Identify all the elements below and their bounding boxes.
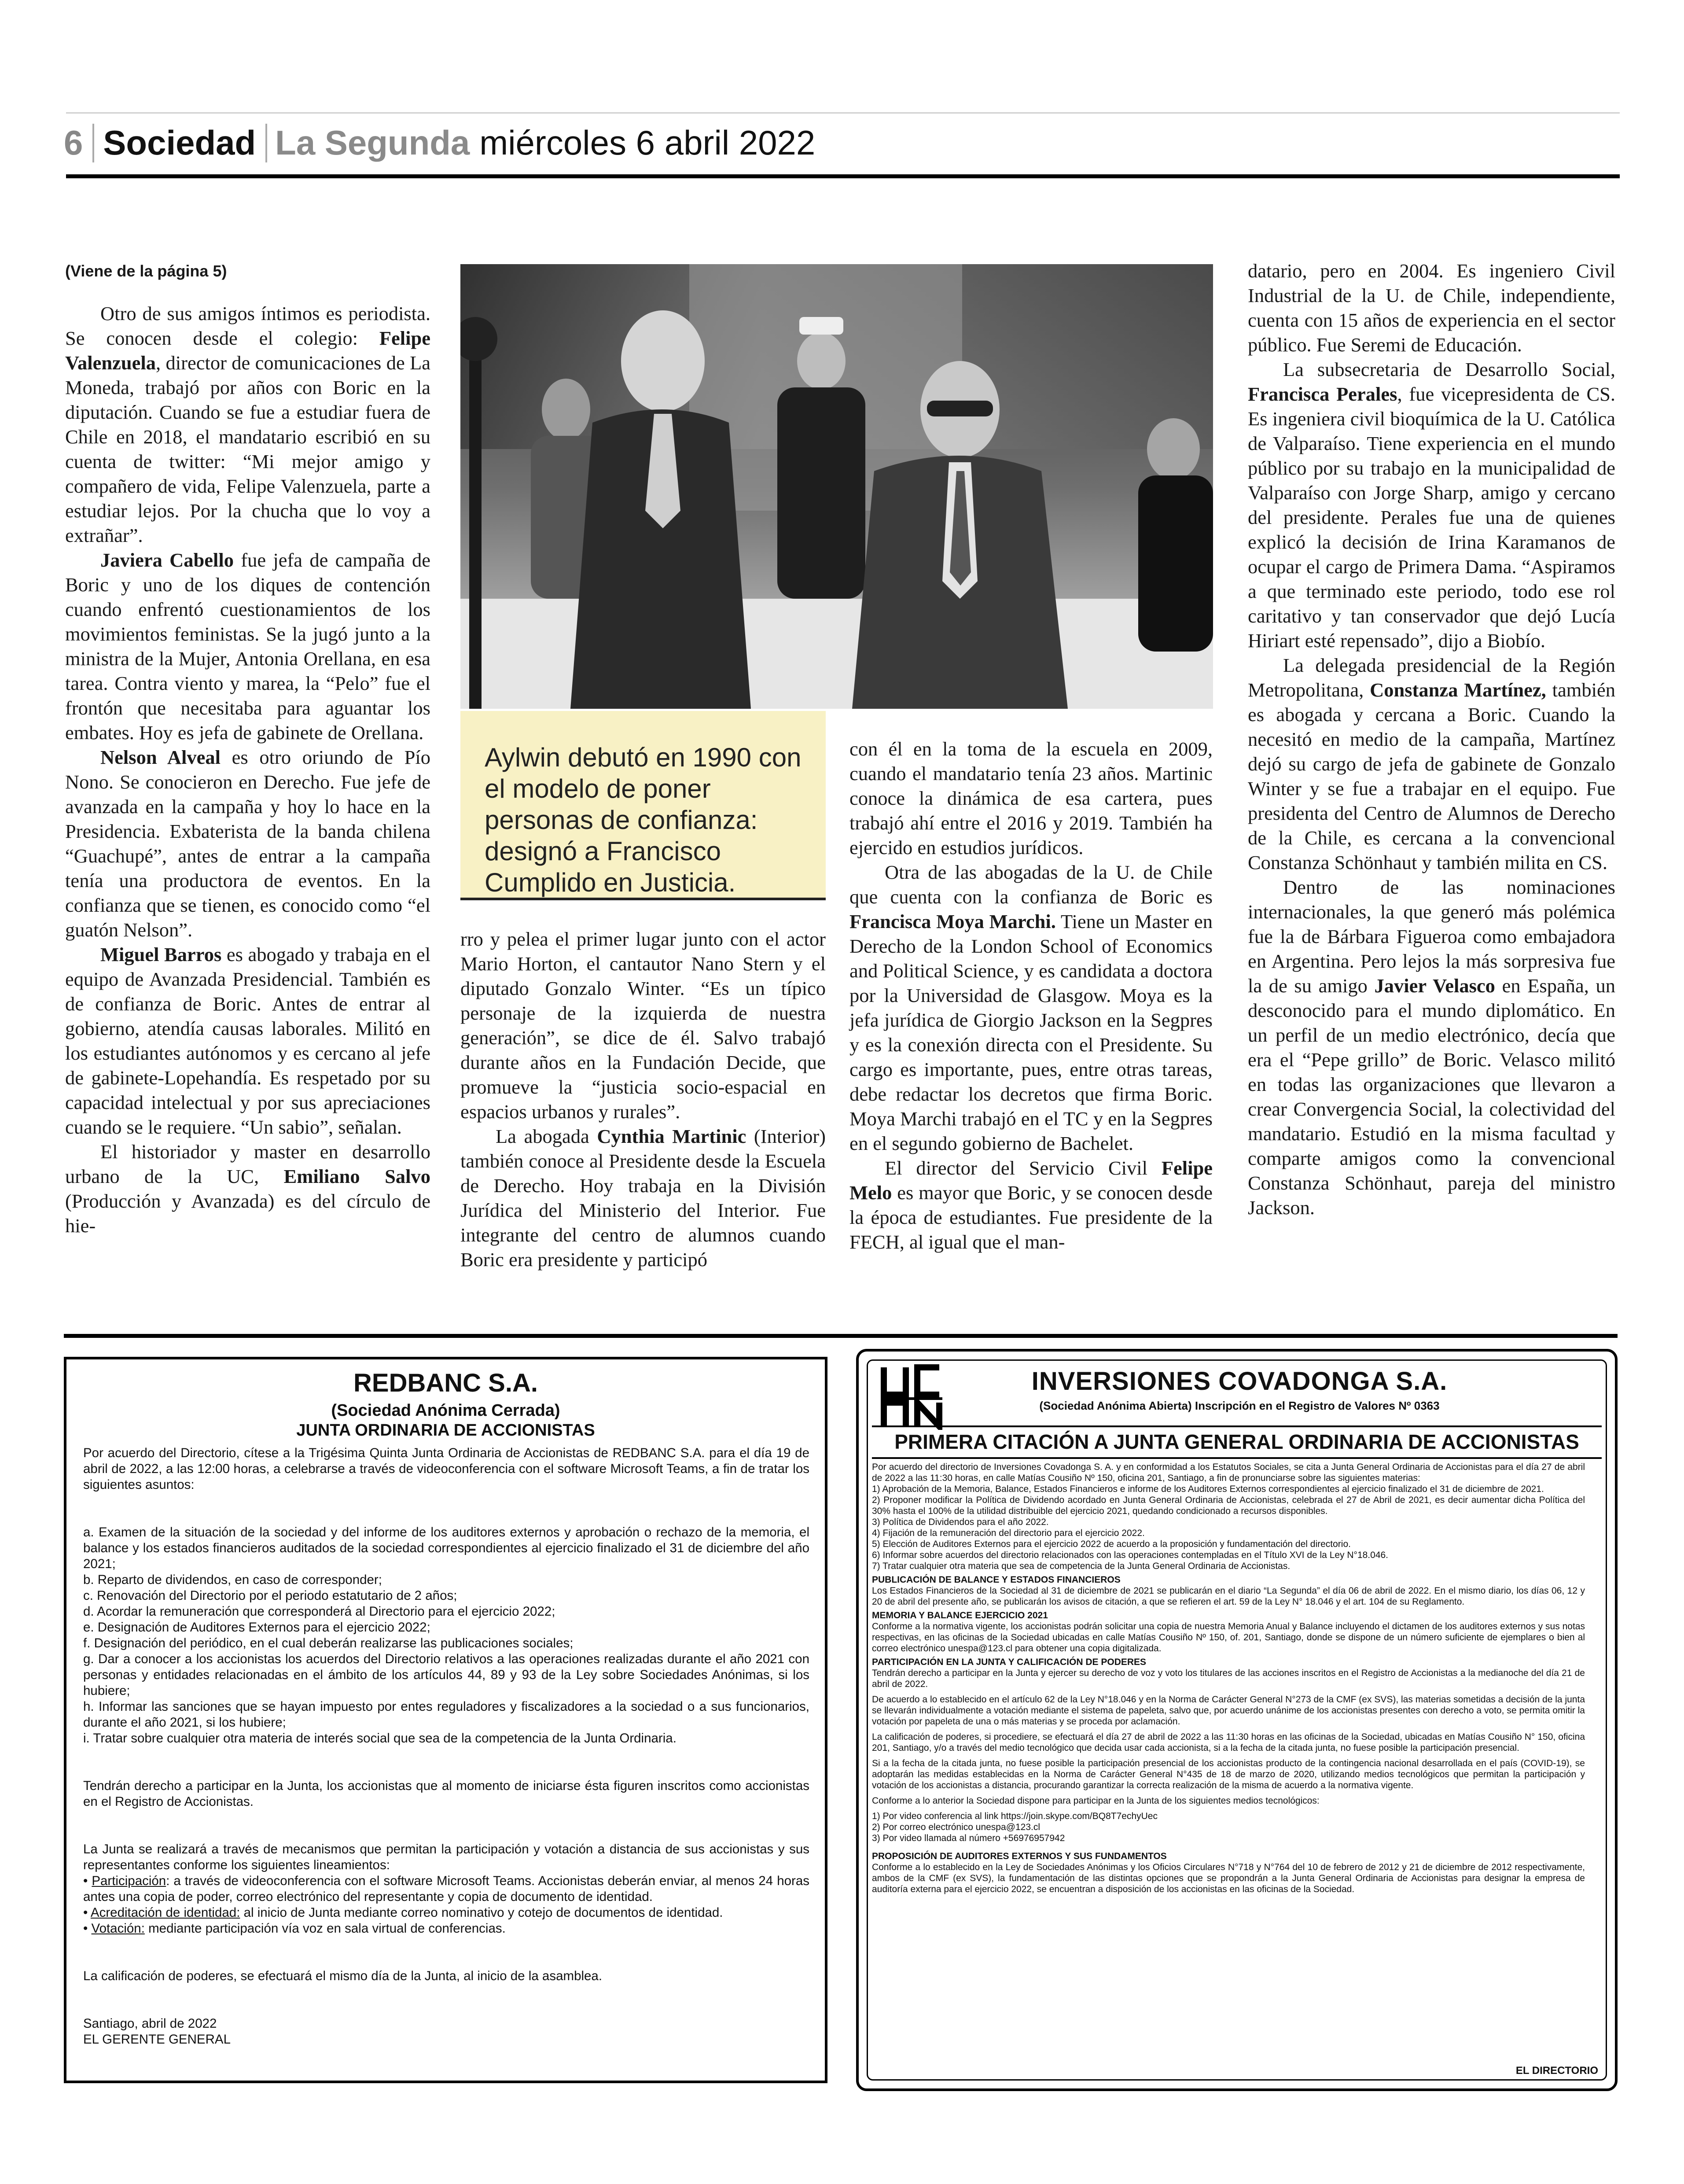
photo-illustration	[460, 264, 1213, 709]
person-name: Constanza Martínez,	[1370, 679, 1546, 701]
article-paragraph	[65, 301, 430, 548]
section-name: Sociedad	[103, 123, 256, 162]
paragraph-text: La delegada presidencial de la Región Metropolitana,	[1248, 654, 1615, 701]
ad-redbanc-powers: La calificación de poderes, se efectuará el mismo día de la Junta, al inicio de la asamblea.	[83, 1969, 603, 1983]
paragraph-text: datario, pero en 2004. Es ingeniero Civil Industrial de la U. de Chile, independiente, cuenta con 15 años de experiencia en el sector público. Fue Seremi de Educación.	[1248, 260, 1615, 356]
spacer	[83, 1810, 809, 1841]
agenda-item: 6) Informar sobre acuerdos del directorio relacionados con las operaciones contempladas en el Título XVI de la Ley N°18.046.	[872, 1550, 1389, 1560]
spacer	[83, 1984, 809, 2016]
article-paragraph	[1248, 357, 1615, 653]
section-paragraph: Los Estados Financieros de la Sociedad al 31 de diciembre de 2021 se publicarán en el diario “La Segunda” el día 06 de abril de 2022. En el mismo diario, los días 06, 12 y 20 de abril del presente año, se publicarán los avisos de citación, a que se refieren el art. 59 de la Ley N° 18.046 y el art. 104 de su Reglamento.	[872, 1586, 1585, 1607]
ad-redbanc-subtitle: (Sociedad Anónima Cerrada)	[331, 1401, 560, 1420]
ad-covadonga-means	[872, 1806, 1585, 1844]
paragraph-text: fue jefa de campaña de Boric y uno de los diques de contención cuando enfrentó cuestionamientos de los movimientos feministas. Se la jugó junto a la ministra de la Mujer, Antonia Orellana, en esa tarea. Contra viento y marea, la “Pelo” fue el frontón que necesitaba para aguantar los embates. Hoy es jefa de gabinete de Orellana.	[65, 549, 430, 744]
section-paragraph: Si a la fecha de la citada junta, no fuese posible la participación presencial de los accionistas producto de la contingencia nacional desarrollada en el país (COVID-19), se adoptarán las medidas establecidas en la Norma de Carácter General N°435 de 18 de marzo de 2020, utilizando medios tecnológicos que permitan la participación y votación de los accionistas a distancia, procurando garantizar la correcta realización de la misma de acuerdo a la normativa vigente.	[872, 1758, 1585, 1790]
issue-date: miércoles 6 abril 2022	[479, 123, 816, 162]
bullet-label: Votación:	[91, 1921, 145, 1936]
agenda-item: 2) Proponer modificar la Política de Dividendo acordado en Junta General Ordinaria de Accionistas, celebrada el 27 de Abril de 2021, es decir aumentar dicha Política del 30% hasta el 100% de la utilidad distribuible del ejercicio 2021, quedando condicionado a recursos disponibles.	[872, 1495, 1585, 1516]
section-paragraph: De acuerdo a lo establecido en el artículo 62 de la Ley N°18.046 y en la Norma de Carácter General N°273 de la CMF (ex SVS), las materias sometidas a decisión de la junta se llevarán individualmente a votación mediante el sistema de papeleta, salvo que, por acuerdo unánime de los accionistas presentes con derecho a voto, se permita omitir la votación por papeleta de una o más materias y se proceda por aclamación.	[872, 1694, 1585, 1727]
section-paragraph: Tendrán derecho a participar en la Junta y ejercer su derecho de voz y voto los titulares de las acciones inscritos en el Registro de Accionistas a la medianoche del día 21 de abril de 2022.	[872, 1668, 1585, 1689]
article-column-3	[849, 737, 1213, 1254]
ad-covadonga-subtitle: (Sociedad Anónima Abierta) Inscripción en el Registro de Valores Nº 0363	[1039, 1399, 1440, 1412]
ad-redbanc-items	[83, 1525, 809, 1746]
article-paragraph	[849, 737, 1213, 860]
agenda-item: h. Informar las sanciones que se hayan impuesto por entes reguladores y fiscalizadores a la sociedad o a sus funcionarios, durante el año 2021, si los hubiere;	[83, 1699, 809, 1730]
section-heading: PARTICIPACIÓN EN LA JUNTA Y CALIFICACIÓN DE PODERES	[872, 1657, 1147, 1667]
spacer	[872, 1791, 1585, 1795]
person-name: Cynthia Martinic	[597, 1125, 746, 1147]
agenda-item: 4) Fijación de la remuneración del directorio para el ejercicio 2022.	[872, 1528, 1145, 1538]
person-name: Nelson Alveal	[100, 746, 221, 768]
section-heading: PUBLICACIÓN DE BALANCE Y ESTADOS FINANCIEROS	[872, 1575, 1121, 1585]
bullet-text: al inicio de Junta mediante correo nominativo y cotejo de documentos de identidad.	[240, 1905, 723, 1920]
ad-covadonga-auditors-text: Conforme a lo establecido en la Ley de Sociedades Anónimas y los Oficios Circulares N°718 y N°764 del 10 de febrero de 2012 y 21 de diciembre de 2012 respectivamente, ambos de la CMF (ex SVS), la fundamentación de las distintas opciones que se propondrán a la Junta General Ordinaria de Accionistas para designar la empresa de auditoría externa para el ejercicio 2022, se encuentran a disposición de los accionistas en las oficinas de la Sociedad.	[872, 1862, 1585, 1894]
bullet-item: • Votación: mediante participación vía voz en sala virtual de conferencias.	[83, 1921, 506, 1936]
section-paragraph: Conforme a la normativa vigente, los accionistas podrán solicitar una copia de nuestra Memoria Anual y Balance incluyendo el dictamen de los auditores externos y sus notas respectivas, en las oficinas de la Sociedad ubicadas en calle Matías Cousiño Nº 150, of. 201, Santiago, donde se dispone de un número suficiente de ejemplares o bien al correo electrónico unespa@123.cl para obtener una copia digitalizada.	[872, 1621, 1585, 1654]
ad-redbanc-bullets	[83, 1873, 809, 1937]
bullet-item: • Participación: a través de videoconferencia con el software Microsoft Teams. Accionistas deberán enviar, al menos 24 horas antes una copia de poder, correo electrónico del representante y copia de documento de identidad.	[83, 1874, 809, 1904]
paragraph-text: El historiador y master en desarrollo urbano de la UC,	[65, 1141, 430, 1187]
spacer	[872, 1806, 1585, 1811]
person-name: Javier Velasco	[1374, 975, 1495, 997]
bullet-text: : a través de videoconferencia con el software Microsoft Teams. Accionistas deberán enviar, al menos 24 horas antes una copia de poder, correo electrónico del representante y copia de documento de identidad.	[83, 1874, 809, 1904]
section-paragraph: Conforme a lo anterior la Sociedad dispone para participar en la Junta de los siguientes medios tecnológicos:	[872, 1796, 1320, 1806]
paragraph-text: rro y pelea el primer lugar junto con el actor Mario Horton, el cantautor Nano Stern y el diputado Gonzalo Winter. “Es un típico personaje de la izquierda de nuestra generación”, se dice de él. Salvo trabajó durante años en la Fundación Decide, que promueve la “justicia socio-espacial en espacios urbanos y rurales”.	[460, 928, 826, 1123]
ad-redbanc-heading: JUNTA ORDINARIA DE ACCIONISTAS	[296, 1421, 595, 1440]
article-column-4	[1248, 258, 1615, 1220]
paragraph-text: también es abogada y cercana a Boric. Cuando la necesitó en medio de la campaña, Martínez dejó su cargo de jefa de gabinete de Gonzalo Winter y se fue a trabajar en el equipo. Fue presidenta del Centro de Alumnos de Derecho de la Chile, es cercana a la convencional Constanza Schönhaut y también milita en CS.	[1248, 679, 1615, 873]
spacer	[872, 1727, 1585, 1731]
paragraph-text: con él en la toma de la escuela en 2009, cuando el mandatario tenía 23 años. Martinic conoce la dinámica de esa cartera, pues trabajó ahí entre el 2016 y 2019. También ha ejercido en estudios jurídicos.	[849, 738, 1213, 858]
agenda-item: i. Tratar sobre cualquier otra materia de interés social que sea de la competencia de la Junta Ordinaria.	[83, 1731, 677, 1746]
section-paragraph: La calificación de poderes, si procediere, se efectuará el día 27 de abril de 2022 a las 11:30 horas en las oficinas de la Sociedad, ubicadas en Matías Cousiño N° 150, oficina 201, Santiago, y/o a través del medio tecnológico que decida usar cada accionista, si a la fecha de la citada junta, no fuese posible la participación presencial.	[872, 1732, 1585, 1753]
spacer	[872, 1753, 1585, 1758]
spacer	[83, 1493, 809, 1525]
ad-covadonga-title: INVERSIONES COVADONGA S.A.	[1031, 1367, 1448, 1396]
continued-from: (Viene de la página 5)	[65, 262, 227, 280]
photo-caption: Aylwin debutó en 1990 con el modelo de poner personas de confianza: designó a Francisco Cumplido en Justicia.	[460, 711, 826, 900]
ad-redbanc-body	[83, 1445, 809, 2048]
paragraph-text: , director de comunicaciones de La Moneda, trabajó por años con Boric en la diputación. Cuando se fue a estudiar fuera de Chile en 2018, el mandatario escribió en su cuenta de twitter: “Mi mejor amigo y compañero de vida, Felipe Valenzuela, parte a estudiar lejos. Por la chucha que lo voy a extrañar”.	[65, 352, 430, 546]
ad-redbanc-remote: La Junta se realizará a través de mecanismos que permitan la participación y votación a distancia de sus accionistas y sus representantes conforme los siguientes lineamientos:	[83, 1842, 809, 1872]
agenda-item: e. Designación de Auditores Externos para el ejercicio 2022;	[83, 1620, 430, 1635]
article-paragraph	[1248, 653, 1615, 875]
spacer	[83, 1937, 809, 1968]
ad-covadonga-items	[872, 1484, 1585, 1572]
bullet-item: • Acreditación de identidad: al inicio de Junta mediante correo nominativo y cotejo de documentos de identidad.	[83, 1905, 723, 1920]
article-photo	[460, 264, 1213, 709]
ad-covadonga-sections	[872, 1574, 1585, 1806]
paragraph-text: Otra de las abogadas de la U. de Chile que cuenta con la confianza de Boric es	[849, 861, 1213, 908]
article-paragraph	[460, 1124, 826, 1272]
paragraph-text: La abogada	[496, 1125, 597, 1147]
person-name: Felipe Valenzuela	[65, 327, 430, 374]
paragraph-text: es abogado y trabaja en el equipo de Avanzada Presidencial. También es de confianza de Boric. Antes de entrar al gobierno, atendía causas laborales. Militó en los estudiantes autónomos y es cercano al jefe de gabinete-Lopehandía. Es respetado por su capacidad intelectual y por sus apreciaciones cuando se le requiere. “Un sabio”, señalan.	[65, 943, 430, 1138]
ad-redbanc-title: REDBANC S.A.	[353, 1369, 538, 1397]
article-paragraph	[849, 860, 1213, 1156]
article-paragraph	[1248, 875, 1615, 1220]
header-divider	[92, 124, 94, 162]
page-number: 6	[64, 123, 83, 162]
section-heading: MEMORIA Y BALANCE EJERCICIO 2021	[872, 1610, 1048, 1621]
bullet-label: Participación	[92, 1874, 166, 1888]
covadonga-logo-icon	[879, 1364, 945, 1430]
paragraph-text: (Interior) también conoce al Presidente desde la Escuela de Derecho. Hoy trabaja en la División Jurídica del Ministerio del Interior. Fue integrante del centro de alumnos cuando Boric era presidente y participó	[460, 1125, 826, 1271]
bullet-label: Acreditación de identidad:	[90, 1905, 240, 1920]
agenda-item: 5) Elección de Auditores Externos para el ejercicio 2022 de acuerdo a la proposición y fundamentación del directorio.	[872, 1539, 1351, 1549]
agenda-item: 7) Tratar cualquier otra materia que sea de competencia de la Junta General Ordinaria de Accionistas.	[872, 1561, 1291, 1571]
paragraph-text: Otro de sus amigos íntimos es periodista. Se conocen desde el colegio:	[65, 302, 430, 349]
agenda-item: a. Examen de la situación de la sociedad y del informe de los auditores externos y aprobación o rechazo de la memoria, el balance y los estados financieros auditados de la sociedad correspondientes al ejercicio finalizado el 31 de diciembre del año 2021;	[83, 1525, 809, 1571]
agenda-item: b. Reparto de dividendos, en caso de corresponder;	[83, 1573, 382, 1587]
paragraph-text: es mayor que Boric, y se conocen desde la época de estudiantes. Fue presidente de la FECH, al igual que el man-	[849, 1182, 1213, 1253]
agenda-item: g. Dar a conocer a los accionistas los acuerdos del Directorio relativos a las operaciones realizadas durante el año 2021 con personas y entidades relacionadas en el ámbito de los artículos 44, 89 y 93 de la Ley sobre Sociedades Anónimas, si los hubiere;	[83, 1652, 809, 1698]
ad-covadonga-intro: Por acuerdo del directorio de Inversiones Covadonga S. A. y en conformidad a los Estatutos Sociales, se cita a Junta General Ordinaria de Accionistas para el día 27 de abril de 2022 a las 11:30 horas, en calle Matías Cousiño Nº 150, oficina 201, Santiago, a fin de pronunciarse sobre las siguientes materias:	[872, 1462, 1585, 1483]
ads-divider-rule	[64, 1334, 1618, 1338]
rule	[872, 1425, 1602, 1427]
ad-redbanc-place-date: Santiago, abril de 2022	[83, 2016, 217, 2031]
article-column-1	[65, 259, 430, 1238]
agenda-item: d. Acordar la remuneración que corresponderá al Directorio para el ejercicio 2022;	[83, 1604, 555, 1619]
agenda-item: 1) Aprobación de la Memoria, Balance, Estados Financieros e informe de los Auditores Externos correspondientes al ejercicio finalizado el 31 de diciembre de 2021.	[872, 1484, 1544, 1494]
ad-covadonga-signature: EL DIRECTORIO	[1515, 2065, 1598, 2077]
agenda-item: c. Renovación del Directorio por el periodo estatutario de 2 años;	[83, 1588, 457, 1603]
article-paragraph	[849, 1156, 1213, 1254]
paragraph-text: El director del Servicio Civil	[885, 1157, 1162, 1179]
agenda-item: 3) Política de Dividendos para el año 2022.	[872, 1517, 1049, 1527]
ad-covadonga	[856, 1349, 1618, 2091]
ad-redbanc	[64, 1357, 827, 2083]
participation-means: 3) Por video llamada al número +56976957942	[872, 1833, 1065, 1843]
person-name: Francisca Perales	[1248, 383, 1397, 405]
person-name: Francisca Moya Marchi.	[849, 910, 1056, 932]
person-name: Javiera Cabello	[100, 549, 234, 571]
header-divider	[265, 124, 267, 162]
ad-redbanc-intro: Por acuerdo del Directorio, cítese a la Trigésima Quinta Junta Ordinaria de Accionistas de REDBANC S.A. para el día 19 de abril de 2022, a las 12:00 horas, a celebrarse a través de videoconferencia con el software Microsoft Teams, a fin de tratar los siguientes asuntos:	[83, 1446, 809, 1492]
agenda-item: f. Designación del periódico, en el cual deberán realizarse las publicaciones sociales;	[83, 1636, 574, 1650]
paragraph-text: en España, un desconocido para el mundo diplomático. En un perfil de un medio electrónico, decía que era el “Pepe grillo” de Boric. Velasco militó en todas las organizaciones que llevaron a crear Convergencia Social, la colectividad del mandatario. Estudió en la misma facultad y comparte amigos como la convencional Constanza Schönhaut, pareja del ministro Jackson.	[1248, 975, 1615, 1219]
article-paragraph	[65, 942, 430, 1139]
spacer	[872, 1844, 1585, 1848]
person-name: Felipe Melo	[849, 1157, 1213, 1204]
header-bottom-rule	[66, 174, 1620, 178]
rule	[872, 1457, 1602, 1459]
article-column-2	[460, 927, 826, 1272]
participation-means: 2) Por correo electrónico unespa@123.cl	[872, 1822, 1041, 1832]
person-name: Miguel Barros	[100, 943, 222, 965]
article-paragraph	[65, 1139, 430, 1238]
paragraph-text: Dentro de las nominaciones internacionales, la que generó más polémica fue la de Bárbara Figueroa como embajadora en Argentina. Pero lejos la más sorpresiva fue la de su amigo	[1248, 876, 1615, 997]
participation-means: 1) Por video conferencia al link https://join.skype.com/BQ8T7echyUec	[872, 1811, 1158, 1821]
bullet-text: mediante participación vía voz en sala virtual de conferencias.	[144, 1921, 506, 1936]
article-paragraph	[65, 745, 430, 942]
person-name: Emiliano Salvo	[283, 1165, 430, 1187]
paragraph-text: La subsecretaria de Desarrollo Social,	[1283, 358, 1615, 380]
ad-covadonga-heading: PRIMERA CITACIÓN A JUNTA GENERAL ORDINARIA DE ACCIONISTAS	[894, 1430, 1579, 1453]
paragraph-text: , fue vicepresidenta de CS. Es ingeniera civil bioquímica de la U. Católica de Valparaíso. Tiene experiencia en el mundo público por su trabajo en la municipalidad de Valparaíso con Jorge Sharp, amigo y cercano del presidente. Perales fue una de quienes explicó la decisión de Irina Karamanos de ocupar el cargo de Primera Dama. “Aspiramos a que terminado este periodo, todo ese rol caritativo y tan conservador que dejó Lucía Hiriart esté repensado”, dijo a Biobío.	[1248, 383, 1616, 652]
spacer	[83, 1746, 809, 1778]
page-header	[64, 115, 815, 170]
newspaper-name: La Segunda	[275, 123, 470, 162]
paragraph-text: es otro oriundo de Pío Nono. Se conocieron en Derecho. Fue jefe de avanzada en la campaña y hoy lo hace en la Presidencia. Exbaterista de la banda chilena “Guachupé”, antes de entrar a la campaña tenía una productora de eventos. En la confianza que se tienen, es conocido como “el guatón Nelson”.	[65, 746, 430, 941]
ad-covadonga-body	[872, 1462, 1585, 1895]
article-paragraph	[1248, 258, 1615, 357]
article-paragraph	[460, 927, 826, 1124]
ad-redbanc-rights: Tendrán derecho a participar en la Junta, los accionistas que al momento de iniciarse ésta figuren inscritos como accionistas en el Registro de Accionistas.	[83, 1779, 809, 1809]
article-paragraph	[65, 548, 430, 745]
paragraph-text: (Producción y Avanzada) es del círculo de hie-	[65, 1190, 430, 1237]
ad-covadonga-auditors-heading: PROPOSICIÓN DE AUDITORES EXTERNOS Y SUS FUNDAMENTOS	[872, 1851, 1167, 1861]
spacer	[872, 1690, 1585, 1694]
paragraph-text: Tiene un Master en Derecho de la London School of Economics and Political Science, y es candidata a doctora por la Universidad de Glasgow. Moya es la jefa jurídica de Giorgio Jackson en la Segpres y es la conexión directa con el Presidente. Su cargo es importante, pues, entre otras tareas, debe redactar los decretos que firma Boric. Moya Marchi trabajó en el TC y en la Segpres en el segundo gobierno de Bachelet.	[849, 910, 1213, 1154]
header-top-rule	[66, 112, 1620, 114]
ad-redbanc-signature: EL GERENTE GENERAL	[83, 2032, 231, 2047]
